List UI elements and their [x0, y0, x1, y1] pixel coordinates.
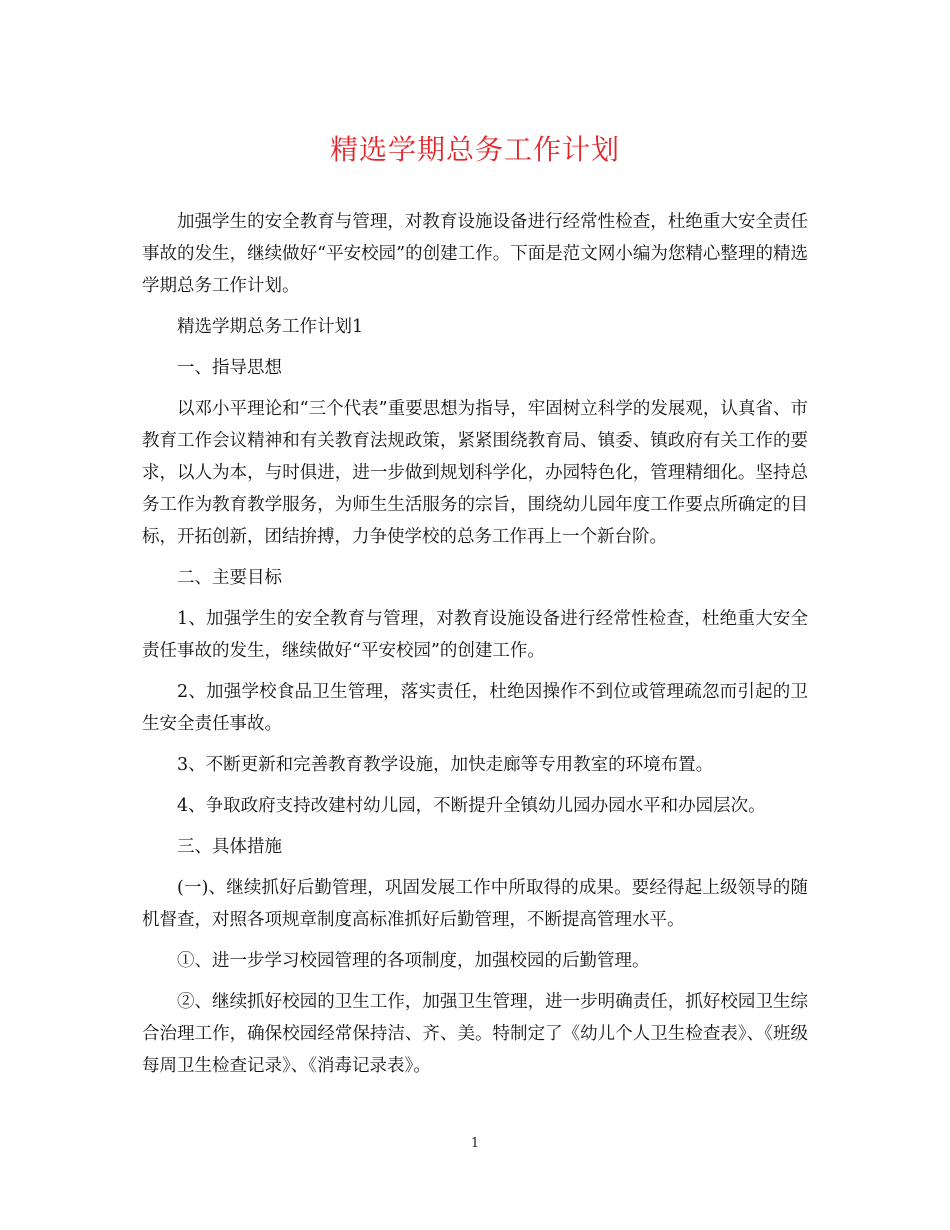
intro-paragraph: 加强学生的安全教育与管理，对教育设施设备进行经常性检查，杜绝重大安全责任事故的发生，继续做好“平安校园”的创建工作。下面是范文网小编为您精心整理的精选学期总务工作计划。: [142, 212, 808, 296]
goal-item-3: 3、不断更新和完善教育教学设施，加快走廊等专用教室的环境布置。: [177, 755, 714, 775]
goal-item-1: 1、加强学生的安全教育与管理，对教育设施设备进行经常性检查，杜绝重大安全责任事故的发生，继续做好“平安校园”的创建工作。: [142, 609, 808, 661]
measure-subitem-1: ①、进一步学习校园管理的各项制度，加强校园的后勤管理。: [177, 951, 650, 971]
plan-heading: 精选学期总务工作计划1: [177, 317, 364, 337]
document-body: [142, 206, 808, 1091]
guiding-thought-paragraph: 以邓小平理论和“三个代表”重要思想为指导，牢固树立科学的发展观，认真省、市教育工作会议精神和有关教育法规政策，紧紧围绕教育局、镇委、镇政府有关工作的要求，以人为本，与时俱进，进一步做到规划科学化，办园特色化，管理精细化。坚持总务工作为教育教学服务，为师生生活服务的宗旨，围绕幼儿园年度工作要点所确定的目标，开拓创新，团结拚搏，力争使学校的总务工作再上一个新台阶。: [142, 399, 808, 547]
page-number: 1: [470, 1136, 480, 1151]
goal-item-4: 4、争取政府支持改建村幼儿园，不断提升全镇幼儿园办园水平和办园层次。: [177, 796, 766, 816]
measure-item-1: (一)、继续抓好后勤管理，巩固发展工作中所取得的成果。要经得起上级领导的随机督查，对照各项规章制度高标准抓好后勤管理，不断提高管理水平。: [142, 878, 808, 930]
goal-item-2: 2、加强学校食品卫生管理，落实责任，杜绝因操作不到位或管理疏忽而引起的卫生安全责任事故。: [142, 682, 808, 734]
section-heading-guiding-thought: 一、指导思想: [177, 358, 282, 378]
section-heading-measures: 三、具体措施: [177, 837, 282, 857]
document-title: 精选学期总务工作计划: [329, 133, 620, 166]
measure-subitem-2: ②、继续抓好校园的卫生工作，加强卫生管理，进一步明确责任，抓好校园卫生综合治理工作，确保校园经常保持洁、齐、美。特制定了《幼儿个人卫生检查表》、《班级每周卫生检查记录》、《消毒记录表》。: [142, 992, 808, 1076]
section-heading-main-goals: 二、主要目标: [177, 568, 282, 588]
